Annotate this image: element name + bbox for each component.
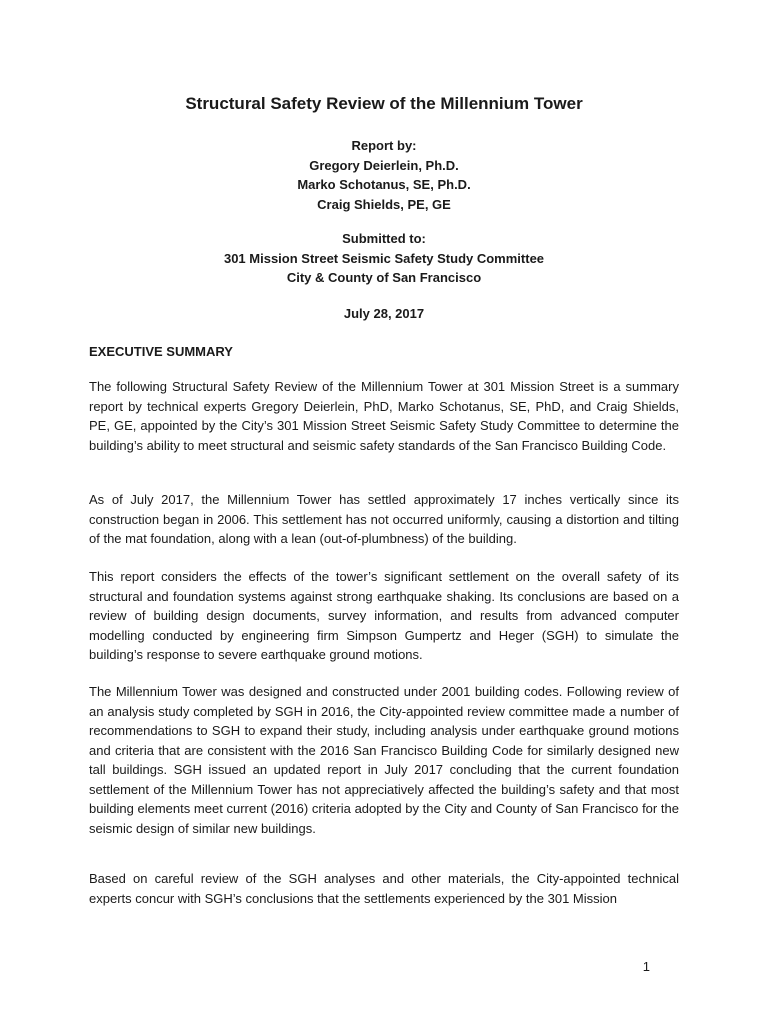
report-date: July 28, 2017	[343, 306, 425, 321]
author-name: Marko Schotanus, SE, Ph.D.	[297, 177, 471, 192]
body-paragraph: The following Structural Safety Review of the Millennium Tower at 301 Mission Street is a summary report by technical experts Gregory Deierlein, PhD, Marko Schotanus, SE, PhD, and Craig Shields, PE, GE, appointed by the City’s 301 Mission Street Seismic Safety Study Committee to determine the building’s ability to meet structural and seismic safety standards of the San Francisco Building Code.	[89, 379, 679, 453]
submitted-to-block	[0, 229, 768, 288]
section-heading: EXECUTIVE SUMMARY	[89, 344, 233, 359]
page-number: 1	[642, 959, 650, 974]
recipient-line: City & County of San Francisco	[286, 270, 482, 285]
submitted-to-label: Submitted to:	[342, 231, 426, 246]
author-name: Gregory Deierlein, Ph.D.	[309, 157, 459, 173]
report-by-block	[0, 136, 768, 214]
body-paragraph: The Millennium Tower was designed and constructed under 2001 building codes. Following review of an analysis study completed by SGH in 2016, the City-appointed review committee made a number of recommendations to SGH to expand their study, including analysis under earthquake ground motions and criteria that are consistent with the 2016 San Francisco Building Code for similarly designed new tall buildings. SGH issued an updated report in July 2017 concluding that the current foundation settlement of the Millennium Tower has not appreciatively affected the building’s safety and that most building elements meet current (2016) criteria adopted by the City and County of San Francisco for the seismic design of similar new buildings.	[89, 684, 679, 836]
document-title: Structural Safety Review of the Millennium Tower	[185, 94, 583, 113]
body-paragraph: As of July 2017, the Millennium Tower has settled approximately 17 inches vertically since its construction began in 2006. This settlement has not occurred uniformly, causing a distortion and tilting of the mat foundation, along with a lean (out-of-plumbness) of the building.	[89, 492, 679, 546]
report-by-label: Report by:	[351, 138, 417, 153]
body-paragraph: This report considers the effects of the tower’s significant settlement on the overall safety of its structural and foundation systems against strong earthquake shaking. Its conclusions are based on a review of building design documents, survey information, and results from advanced computer modelling conducted by engineering firm Simpson Gumpertz and Heger (SGH) to simulate the building’s response to severe earthquake ground motions.	[89, 569, 679, 662]
recipient-line: 301 Mission Street Seismic Safety Study Committee	[223, 250, 545, 266]
author-name: Craig Shields, PE, GE	[317, 196, 451, 212]
body-paragraph: Based on careful review of the SGH analyses and other materials, the City-appointed technical experts concur with SGH’s conclusions that the settlements experienced by the 301 Mission	[89, 871, 679, 906]
